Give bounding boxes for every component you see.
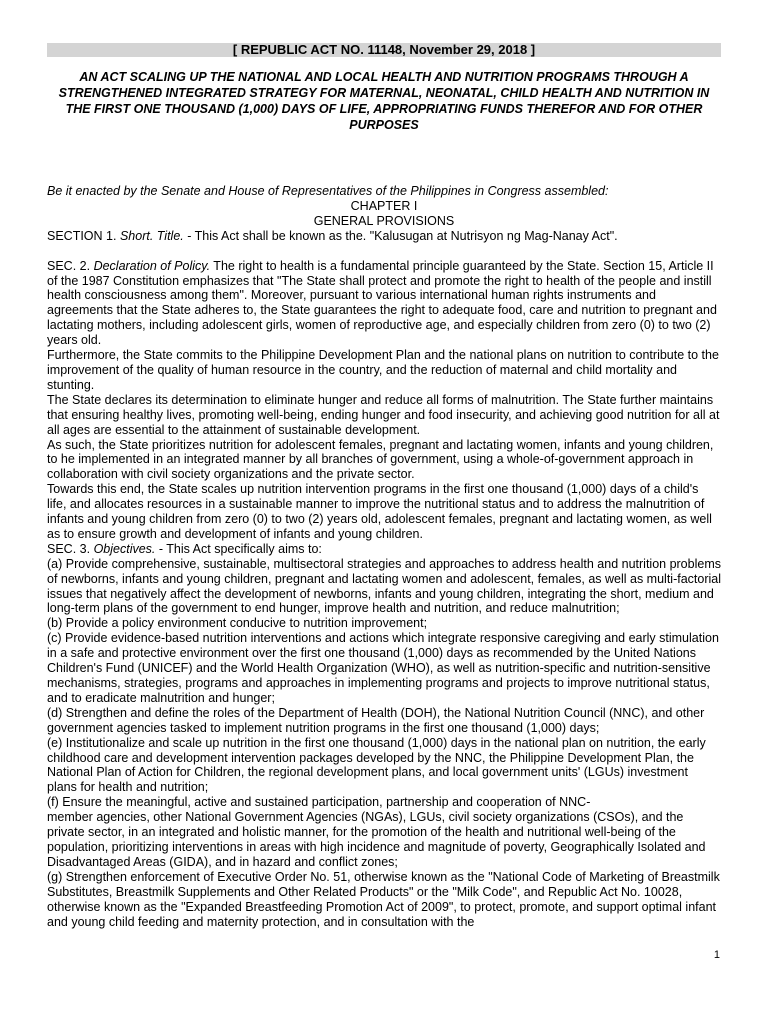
section-2-p1-text: The right to health is a fundamental principle guaranteed by the State. Section 15, Article II of the 1987 Constitution emphasizes that "The State shall protect and promote the right to health of the people and instill health consciousness among them". Moreover, pursuant to various international human rights instruments and agreements that the State adheres to, the State guarantees the right to adequate food, care and nutrition to pregnant and lactating mothers, including adolescent girls, women of reproductive age, and especially children from zero (0) to two (2) years old.	[47, 258, 717, 348]
objective-f-line-2: member agencies, other National Government Agencies (NGAs), LGUs, civil society organizations (CSOs), and the private sector, in an integrated and holistic manner, for the promotion of the health and nutritional well-being of the population, prioritizing interventions in areas with high incidence and magnitude of poverty, Geographically Isolated and Disadvantaged Areas (GIDA), and in hazard and conflict zones;	[47, 810, 706, 869]
paragraph-gap	[47, 244, 721, 259]
enacting-clause: Be it enacted by the Senate and House of Representatives of the Philippines in Congress assembled:	[47, 184, 609, 198]
document-page	[47, 43, 721, 929]
objective-c: (c) Provide evidence-based nutrition interventions and actions which integrate responsive caregiving and early stimulation in a safe and protective environment over the first one thousand (1,000) days as recommended by the United Nations Children's Fund (UNICEF) and the World Health Organization (WHO), as well as nutrition-specific and nutrition-sensitive mechanisms, strategies, programs and approaches in implementing programs and projects to improve nutritional status, and to eradicate malnutrition and hunger;	[47, 631, 719, 705]
section-1	[47, 229, 721, 244]
section-2-paragraph-1	[47, 259, 721, 348]
section-1-label: SECTION 1.	[47, 228, 117, 243]
objective-e: (e) Institutionalize and scale up nutrition in the first one thousand (1,000) days in the national plan on nutrition, the early childhood care and development intervention packages developed by the NNC, the Philippine Development Plan, the National Plan of Action for Children, the regional development plans, and local government units' (LGUs) investment plans for health and nutrition;	[47, 735, 706, 795]
objective-d: (d) Strengthen and define the roles of the Department of Health (DOH), the National Nutrition Council (NNC), and other government agencies tasked to implement nutrition programs in the first one thousand (1,000) days;	[47, 705, 705, 735]
section-1-text: - This Act shall be known as the. "Kalusugan at Nutrisyon ng Mag-Nanay Act".	[183, 228, 618, 243]
act-number-banner: [ REPUBLIC ACT NO. 11148, November 29, 2018 ]	[47, 43, 721, 57]
act-title: AN ACT SCALING UP THE NATIONAL AND LOCAL HEALTH AND NUTRITION PROGRAMS THROUGH A STRENGTHENED INTEGRATED STRATEGY FOR MATERNAL, NEONATAL, CHILD HEALTH AND NUTRITION IN THE FIRST ONE THOUSAND (1,000) DAYS OF LIFE, APPROPRIATING FUNDS THEREFOR AND FOR OTHER PURPOSES	[58, 70, 710, 132]
section-2-paragraph-5: Towards this end, the State scales up nutrition intervention programs in the first one thousand (1,000) days of a child's life, and allocates resources in a sustainable manner to improve the nutritional status and to address the malnutrition of infants and young children from zero (0) to two (2) years old, adolescent females, pregnant and lactating women, as well as to ensure growth and development of infants and young children.	[47, 482, 712, 541]
section-3-heading: Objectives.	[93, 541, 156, 556]
section-2-heading: Declaration of Policy.	[93, 258, 211, 273]
objective-g: (g) Strengthen enforcement of Executive Order No. 51, otherwise known as the "National Code of Marketing of Breastmilk Substitutes, Breastmilk Supplements and Other Related Products" or the "Milk Code", and Republic Act No. 10028, otherwise known as the "Expanded Breastfeeding Promotion Act of 2009", to protect, promote, and support optimal infant and young child feeding and maternity protection, and in consultation with the	[47, 869, 720, 929]
section-2-paragraph-3: The State declares its determination to eliminate hunger and reduce all forms of malnutrition. The State further maintains that ensuring healthy lives, promoting well-being, ending hunger and food insecurity, and achieving good nutrition for all at all ages are essential to the attainment of sustainable development.	[47, 392, 720, 437]
objective-f-line-1: (f) Ensure the meaningful, active and sustained participation, partnership and cooperation of NNC-	[47, 795, 591, 810]
section-1-heading: Short. Title.	[119, 228, 184, 243]
section-2-paragraph-2: Furthermore, the State commits to the Philippine Development Plan and the national plans on nutrition to contribute to the improvement of the quality of human resource in the country, and the reduction of maternal and child mortality and stunting.	[47, 348, 719, 392]
chapter-number: CHAPTER I	[350, 198, 418, 213]
section-3-label: SEC. 3.	[47, 541, 91, 556]
section-2-paragraph-4: As such, the State prioritizes nutrition for adolescent females, pregnant and lactating women, infants and young children, to he implemented in an integrated manner by all branches of government, using a whole-of-government approach in collaboration with civil society organizations and the private sector.	[47, 437, 714, 482]
section-3-intro-text: - This Act specifically aims to:	[155, 541, 322, 556]
objective-a: (a) Provide comprehensive, sustainable, multisectoral strategies and approaches to address health and nutrition problems of newborns, infants and young children, pregnant and lactating women and adolescent, females, as well as multi-factorial issues that negatively affect the development of newborns, infants and young children, integrating the short, medium and long-term plans of the government to end hunger, improve health and nutrition, and reduce malnutrition;	[47, 556, 721, 616]
section-2-label: SEC. 2.	[47, 258, 91, 273]
chapter-name: GENERAL PROVISIONS	[313, 213, 455, 228]
objective-b: (b) Provide a policy environment conducive to nutrition improvement;	[47, 616, 428, 631]
section-3-intro	[47, 542, 721, 557]
page-number: 1	[713, 949, 720, 961]
